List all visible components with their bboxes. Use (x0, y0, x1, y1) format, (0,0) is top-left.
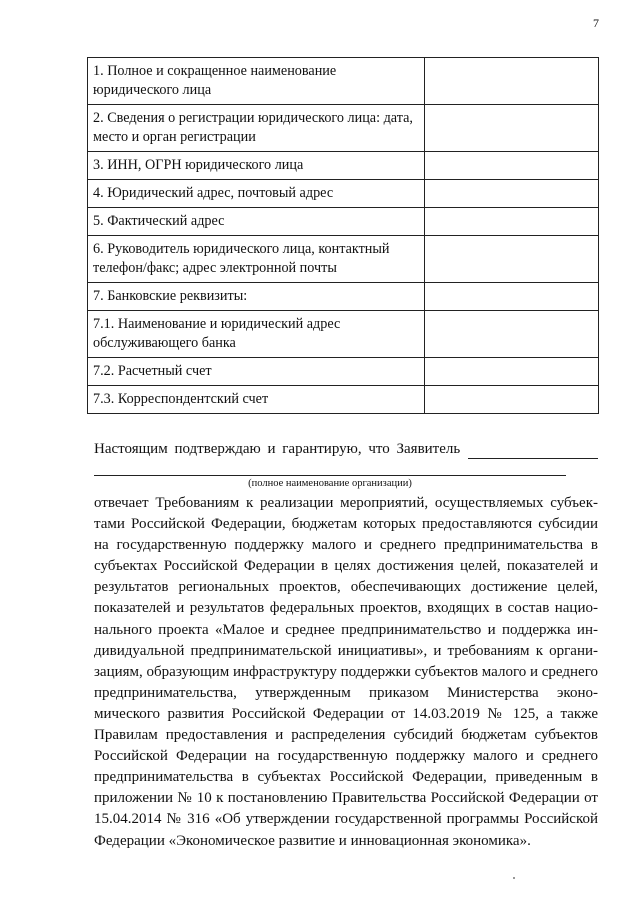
row-label: 3. ИНН, ОГРН юридического лица (88, 152, 425, 180)
table-row (88, 358, 599, 386)
row-value-field[interactable] (425, 386, 599, 414)
row-label: 7. Банковские реквизиты: (88, 283, 425, 311)
applicant-name-blank[interactable] (468, 444, 598, 459)
row-value-field[interactable] (425, 105, 599, 152)
organization-name-caption: (полное наименование организации) (248, 478, 412, 489)
table-row (88, 283, 599, 311)
row-label: 4. Юридический адрес, почтовый адрес (88, 180, 425, 208)
row-label: 6. Руководитель юридического лица, контактный телефон/факс; адрес электронной почты (88, 236, 425, 283)
confirmation-text: Настоящим подтверждаю и гарантирую, что Заявитель (94, 441, 461, 457)
table-row (88, 180, 599, 208)
row-value-field[interactable] (425, 180, 599, 208)
table-row (88, 152, 599, 180)
table-row (88, 105, 599, 152)
organization-name-blank[interactable] (94, 475, 566, 476)
table-row (88, 58, 599, 105)
requirements-paragraph: отвечает Требованиям к реализации мероприятий, осуществляемых субъектами Российской Федерации, бюджетам которых предоставляются субсидии на государственную поддержку малого и среднего предпринимательства в субъектах Российской Федерации в целях достижения целей, показателей и результатов региональных проектов, обеспечивающих достижение целей, показателей и результатов федеральных проектов, входящих в состав национального проекта «Малое и среднее предпринимательство и поддержка индивидуальной предпринимательской инициативы», и требованиям к организациям, образующим инфраструктуру поддержки субъектов малого и среднего предпринимательства, утвержденным приказом Министерства экономического развития Российской Федерации от 14.03.2019 № 125, а также Правилам предоставления и распределения субсидий бюджетам субъектов Российской Федерации на государственную поддержку малого и среднего предпринимательства в субъектах Российской Федерации, приведенным в приложении № 10 к постановлению Правительства Российской Федерации от 15.04.2014 № 316 «Об утверждении государственной программы Российской Федерации «Экономическое развитие и инновационная экономика». (94, 495, 598, 849)
row-value-field[interactable] (425, 236, 599, 283)
row-value-field[interactable] (425, 208, 599, 236)
table-row (88, 236, 599, 283)
row-value-field[interactable] (425, 358, 599, 386)
confirmation-line (94, 439, 598, 459)
table-row (88, 386, 599, 414)
applicant-info-table (87, 57, 599, 414)
row-value-field[interactable] (425, 152, 599, 180)
scan-speck (513, 877, 515, 879)
row-label: 2. Сведения о регистрации юридического лица: дата, место и орган регистрации (88, 105, 425, 152)
row-value-field[interactable] (425, 283, 599, 311)
row-label: 7.3. Корреспондентский счет (88, 386, 425, 414)
table-row (88, 208, 599, 236)
row-value-field[interactable] (425, 311, 599, 358)
row-label: 7.1. Наименование и юридический адрес обслуживающего банка (88, 311, 425, 358)
row-label: 7.2. Расчетный счет (88, 358, 425, 386)
table-row (88, 311, 599, 358)
row-value-field[interactable] (425, 58, 599, 105)
row-label: 1. Полное и сокращенное наименование юридического лица (88, 58, 425, 105)
page-number: 7 (593, 16, 599, 30)
row-label: 5. Фактический адрес (88, 208, 425, 236)
